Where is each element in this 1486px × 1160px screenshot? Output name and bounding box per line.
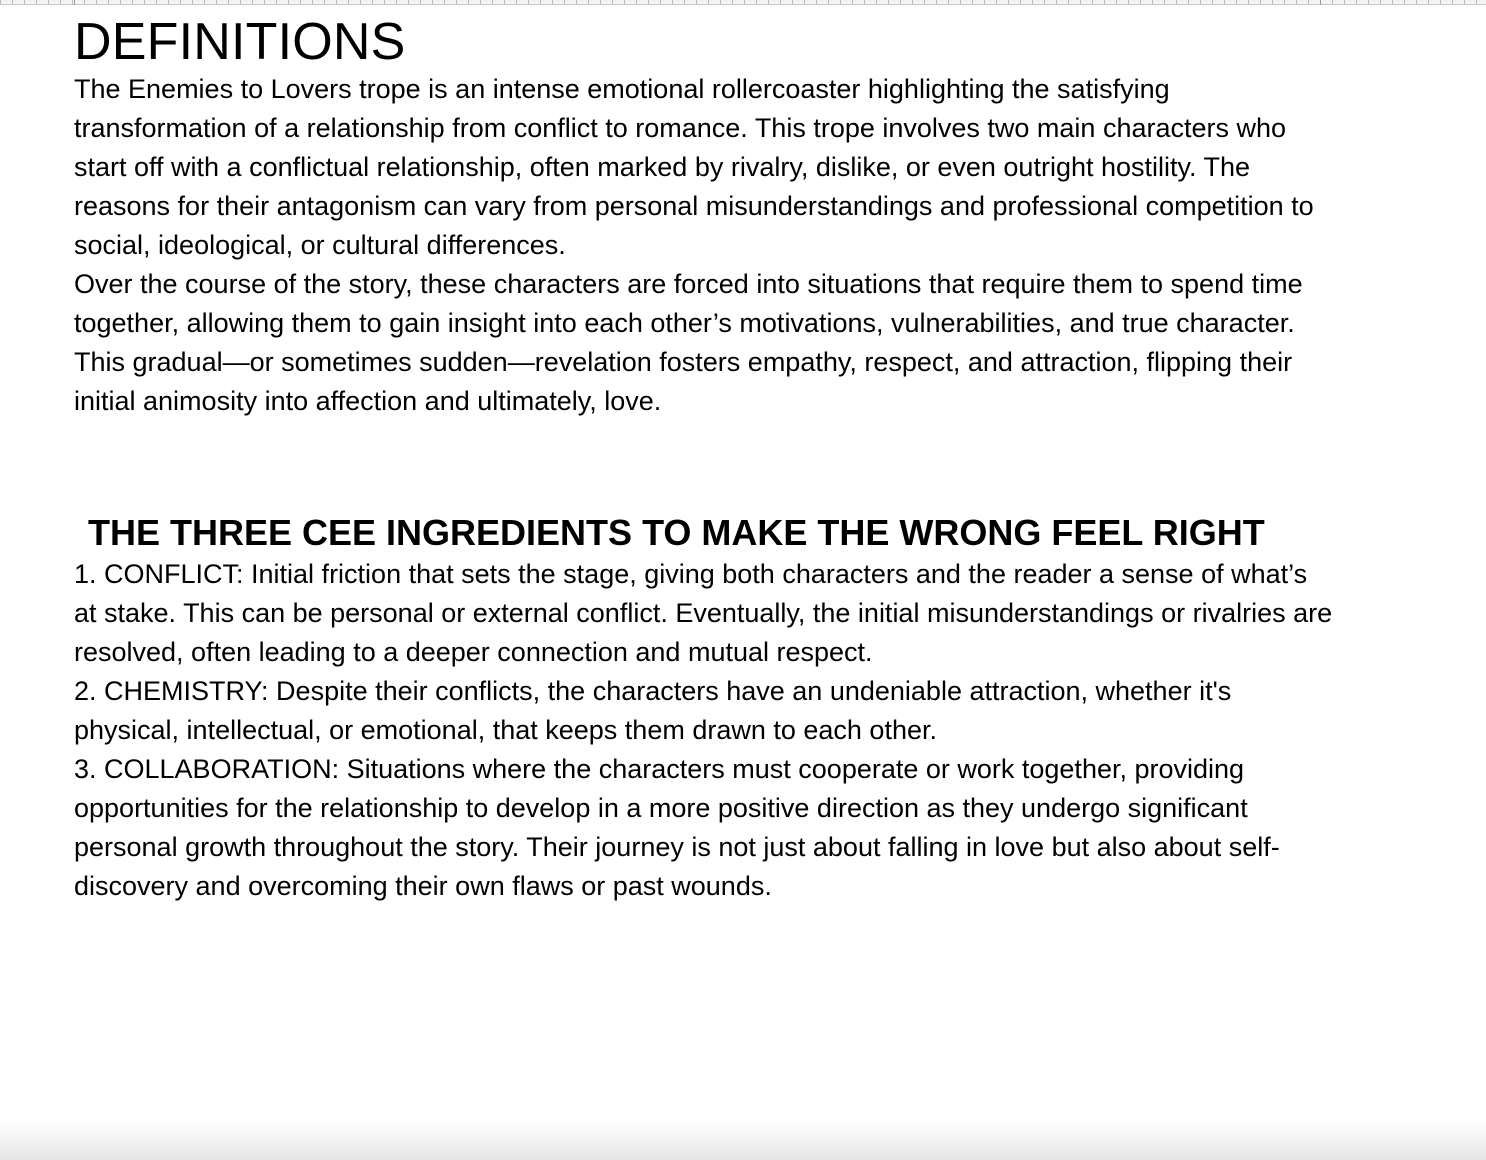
ruler-left-margin-marker[interactable] <box>74 0 75 5</box>
document-page[interactable] <box>74 6 1334 906</box>
definition-paragraph: Over the course of the story, these characters are forced into situations that require them to spend time together, allowing them to gain insight into each other’s motivations, vulnerabilities, and true character. This gradual—or sometimes sudden—revelation fosters empathy, respect, and attraction, flipping their initial animosity into affection and ultimately, love. <box>74 269 1303 416</box>
definitions-heading: DEFINITIONS <box>74 13 406 71</box>
ruler-bar <box>0 0 1486 5</box>
ruler-right-margin-marker[interactable] <box>1320 0 1321 5</box>
bottom-edge-shadow <box>0 1120 1486 1160</box>
definition-paragraph: The Enemies to Lovers trope is an intense emotional rollercoaster highlighting the satisfying transformation of a relationship from conflict to romance. This trope involves two main characters who start off with a conflictual relationship, often marked by rivalry, dislike, or even outright hostility. The reasons for their antagonism can vary from personal misunderstandings and professional competition to social, ideological, or cultural differences. <box>74 74 1314 260</box>
ingredients-section-heading: THE THREE CEE INGREDIENTS TO MAKE THE WRONG FEEL RIGHT <box>88 512 1265 553</box>
ingredient-item-chemistry: 2. CHEMISTRY: Despite their conflicts, the characters have an undeniable attraction, whether it's physical, intellectual, or emotional, that keeps them drawn to each other. <box>74 676 1232 745</box>
ingredient-item-conflict: 1. CONFLICT: Initial friction that sets the stage, giving both characters and the reader a sense of what’s at stake. This can be personal or external conflict. Eventually, the initial misunderstandings or rivalries are resolved, often leading to a deeper connection and mutual respect. <box>74 559 1333 667</box>
ingredient-item-collaboration: 3. COLLABORATION: Situations where the characters must cooperate or work together, providing opportunities for the relationship to develop in a more positive direction as they undergo significant personal growth throughout the story. Their journey is not just about falling in love but also about self-discovery and overcoming their own flaws or past wounds. <box>74 754 1280 901</box>
